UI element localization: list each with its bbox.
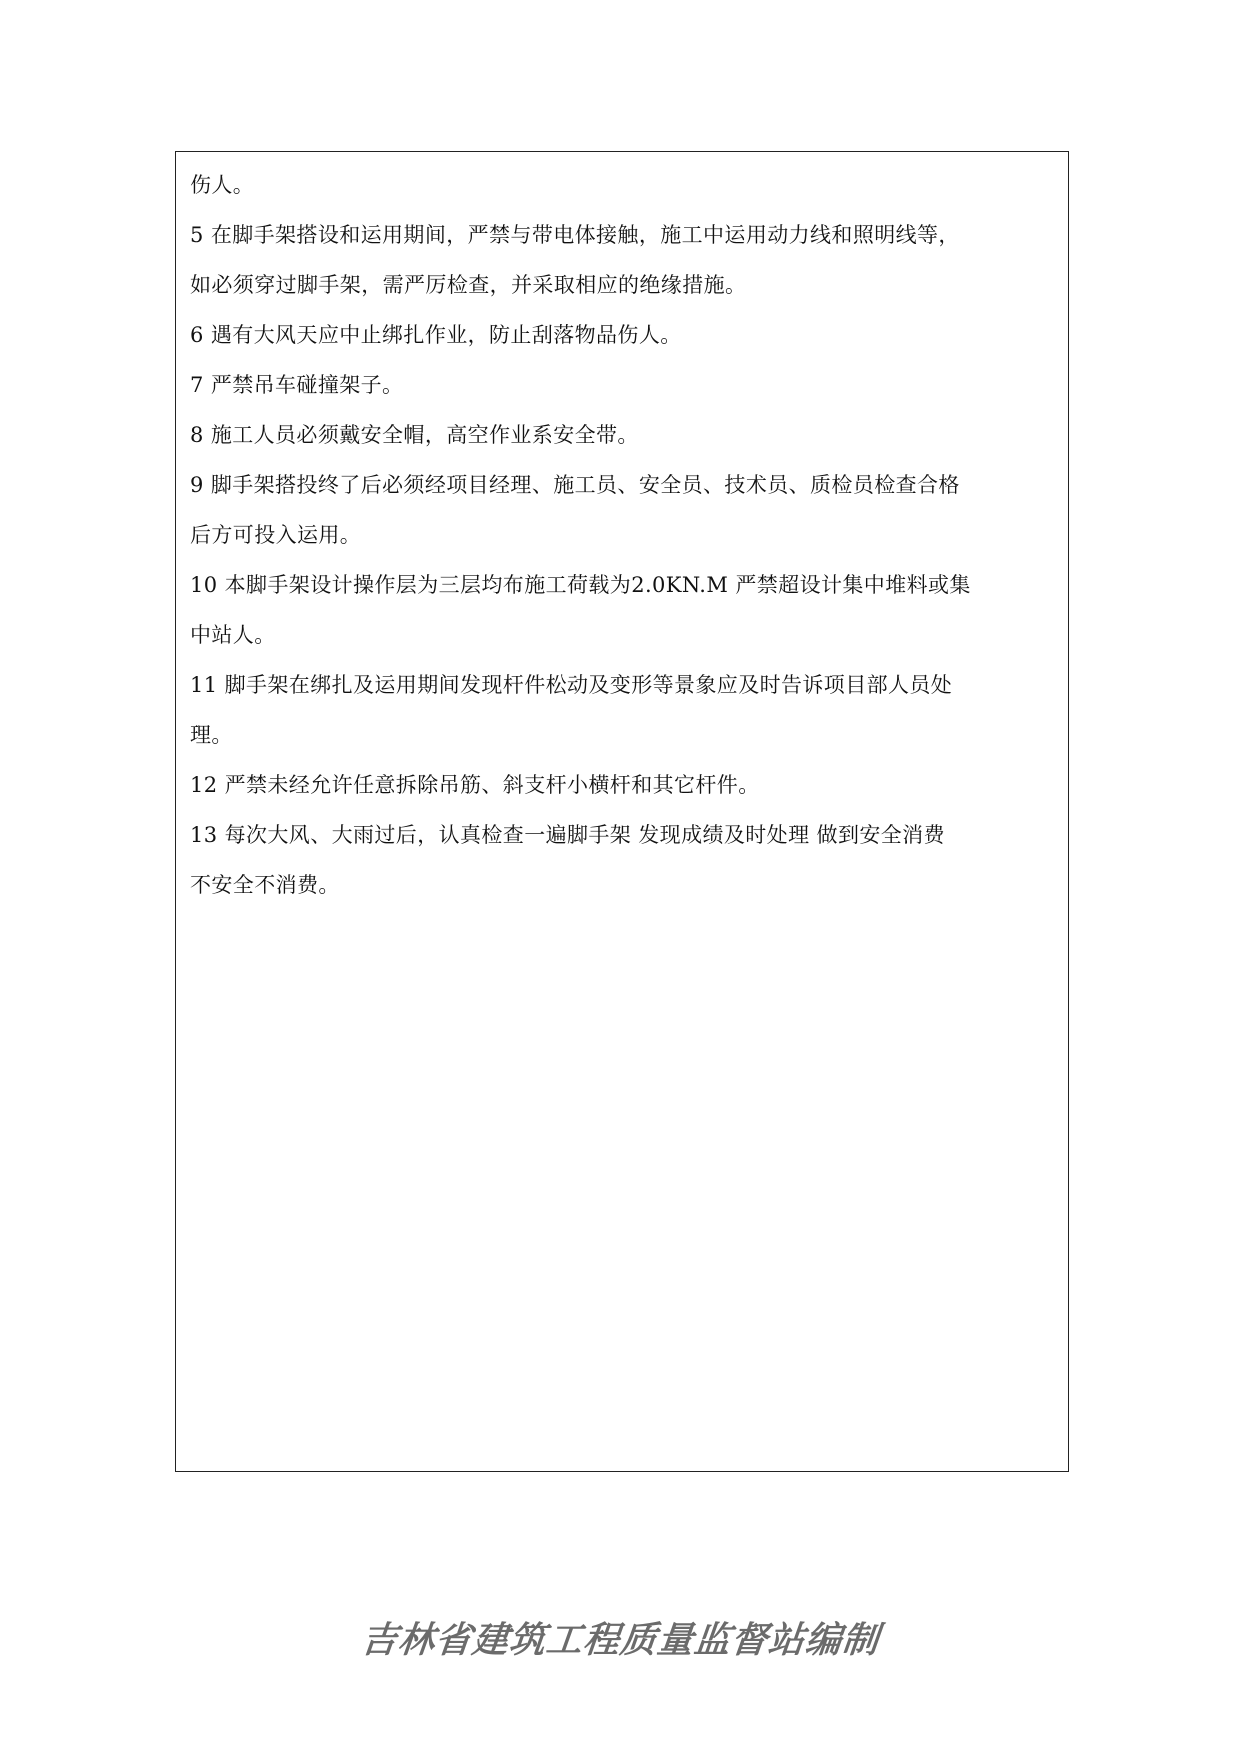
document-frame xyxy=(175,151,1069,1472)
text-line: 5 在脚手架搭设和运用期间，严禁与带电体接触，施工中运用动力线和照明线等， xyxy=(190,223,960,247)
text-line: 10 本脚手架设计操作层为三层均布施工荷载为2.0KN.M 严禁超设计集中堆料或集 xyxy=(190,573,971,597)
text-line: 9 脚手架搭投终了后必须经项目经理、施工员、安全员、技术员、质检员检查合格 xyxy=(190,473,960,497)
document-content xyxy=(190,160,1066,910)
text-line: 8 施工人员必须戴安全帽，高空作业系安全带。 xyxy=(190,423,639,447)
text-line: 12 严禁未经允许任意拆除吊筋、斜支杆小横杆和其它杆件。 xyxy=(190,773,760,797)
text-line: 不安全不消费。 xyxy=(190,873,340,897)
footer-handwritten-note: 吉林省建筑工程质量监督站编制 xyxy=(359,1620,882,1661)
text-line: 13 每次大风、大雨过后，认真检查一遍脚手架 发现成绩及时处理 做到安全消费 xyxy=(190,823,945,847)
text-line: 伤人。 xyxy=(190,173,255,197)
text-line: 6 遇有大风天应中止绑扎作业，防止刮落物品伤人。 xyxy=(190,323,682,347)
text-line: 理。 xyxy=(190,723,233,747)
text-line: 11 脚手架在绑扎及运用期间发现杆件松动及变形等景象应及时告诉项目部人员处 xyxy=(190,673,953,697)
text-line: 如必须穿过脚手架，需严厉检查，并采取相应的绝缘措施。 xyxy=(190,273,747,297)
text-line: 7 严禁吊车碰撞架子。 xyxy=(190,373,404,397)
text-line: 后方可投入运用。 xyxy=(190,523,362,547)
text-line: 中站人。 xyxy=(190,623,276,647)
